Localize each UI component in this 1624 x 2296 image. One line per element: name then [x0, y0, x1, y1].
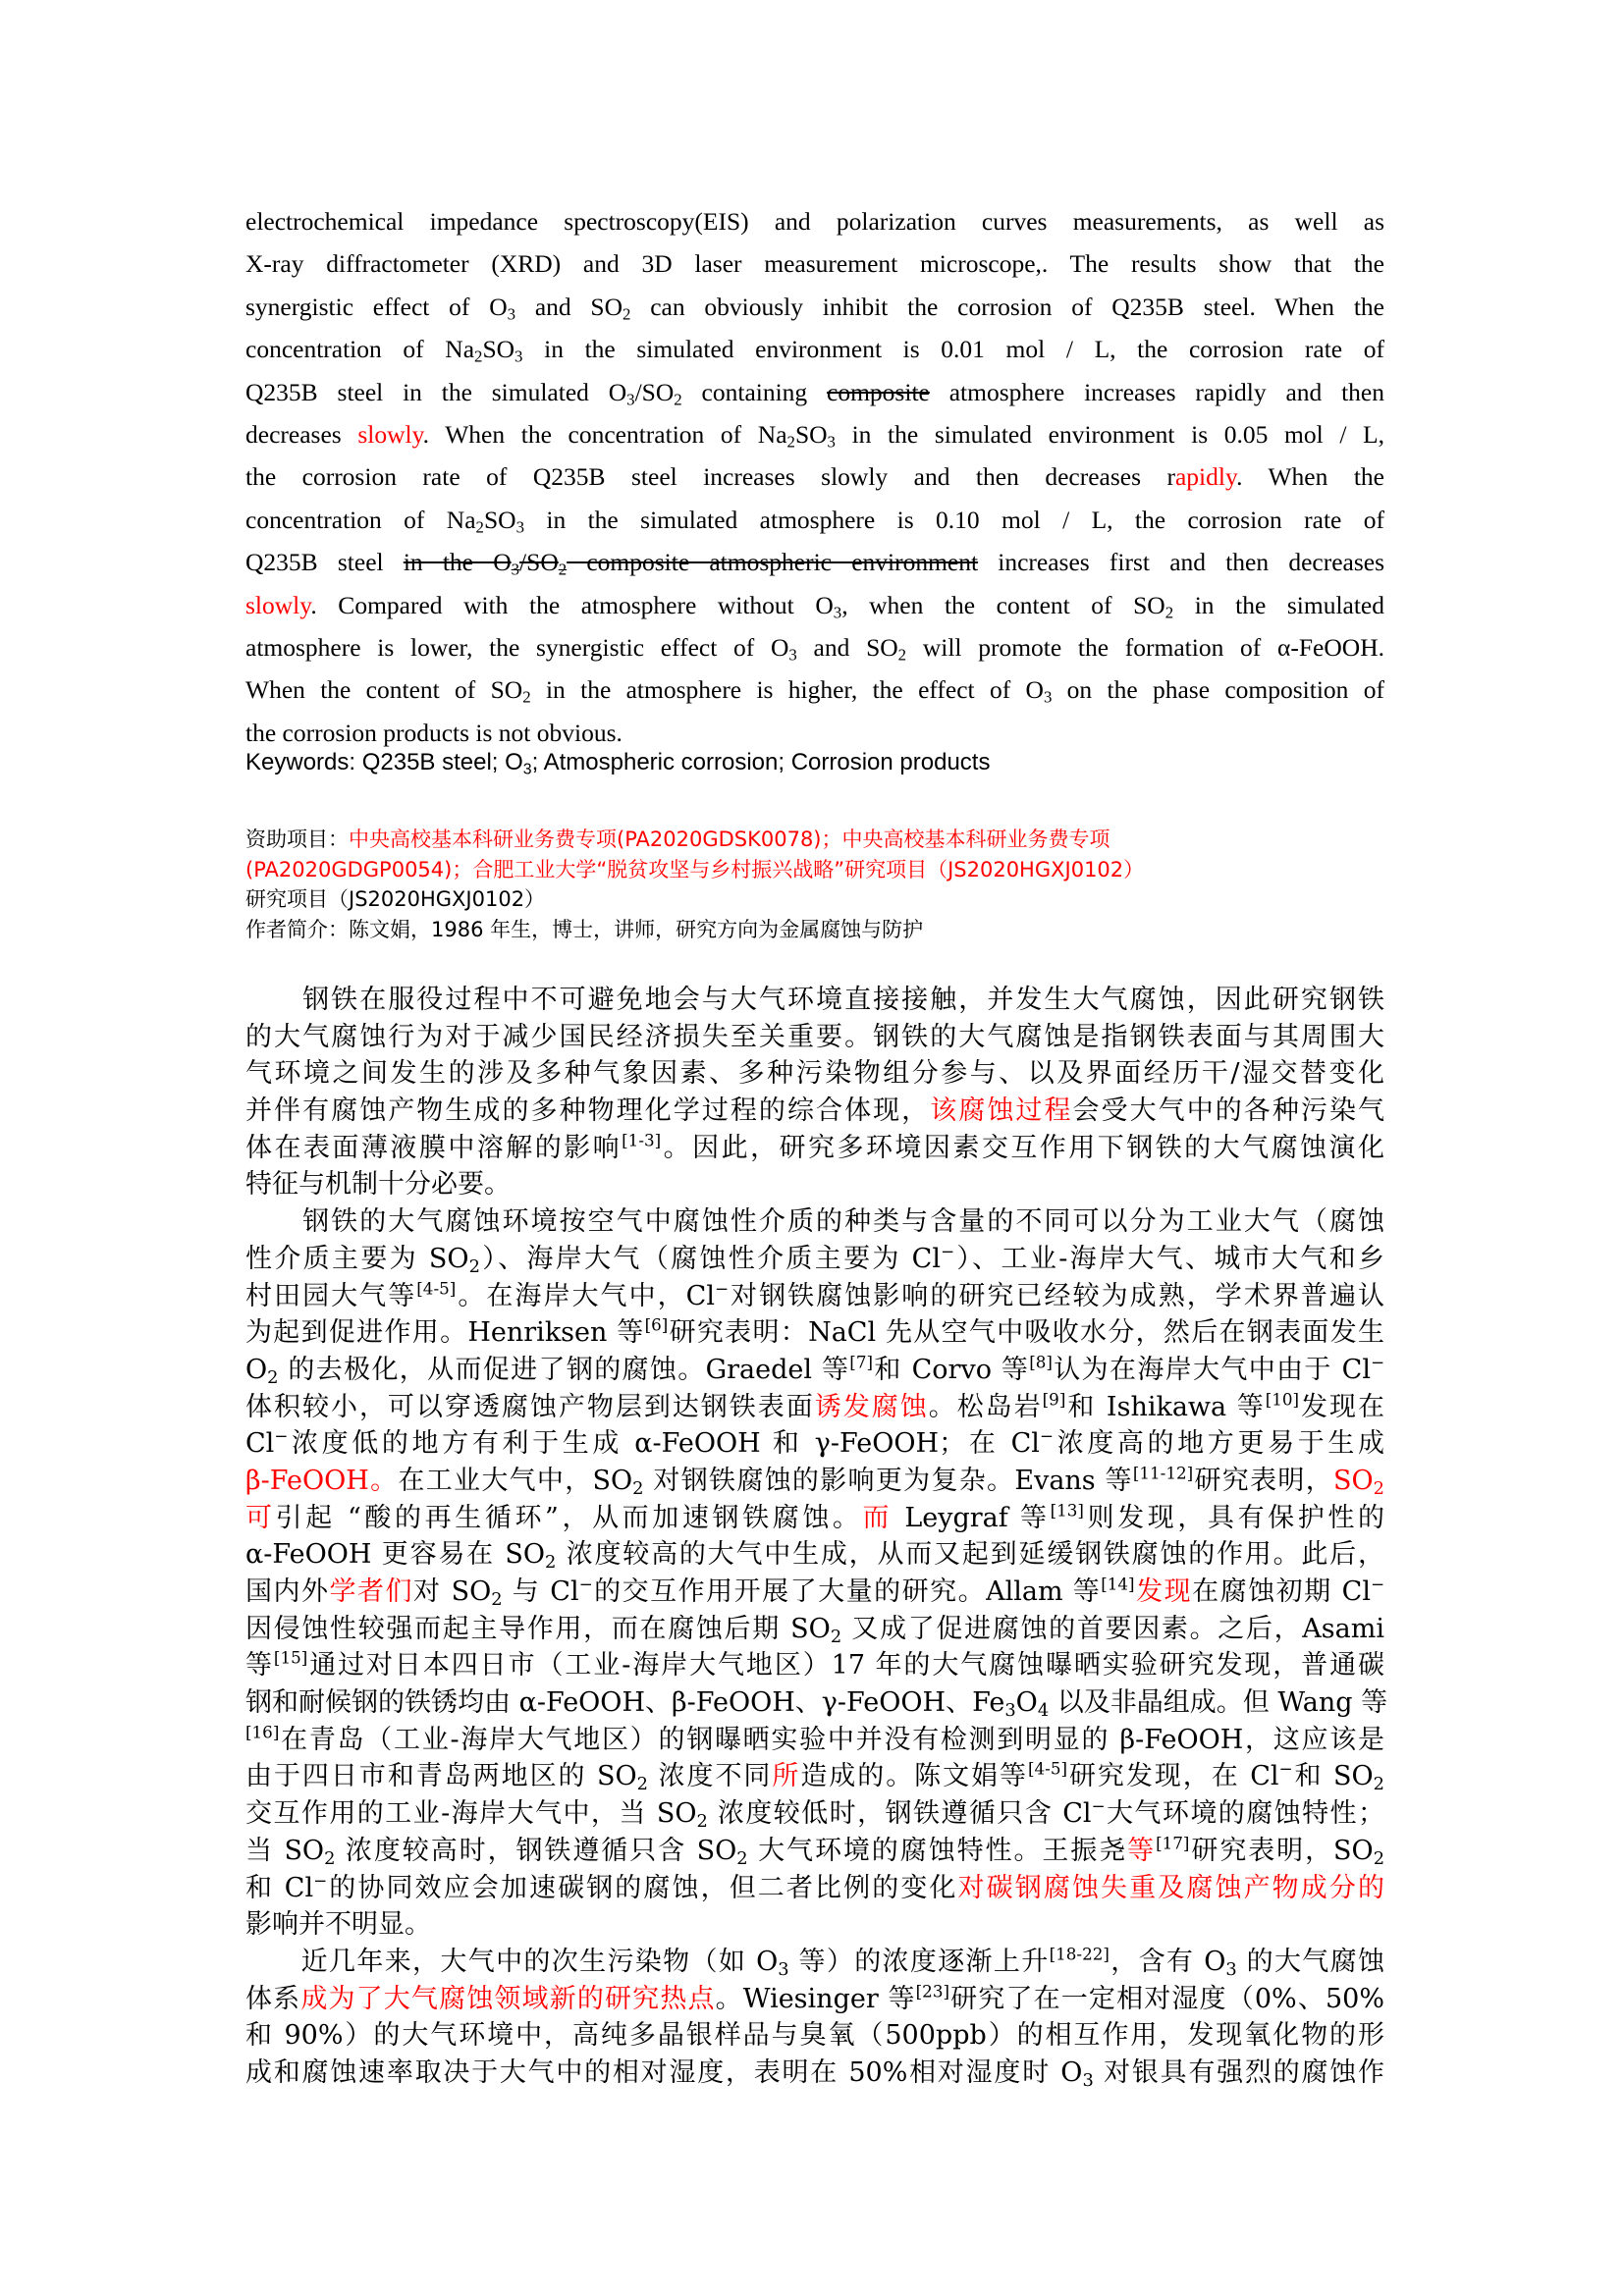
text-run: 。松岛岩	[928, 1391, 1043, 1422]
text-run: the corrosion products is not obvious.	[245, 718, 623, 747]
citation-superscript: [15]	[273, 1648, 308, 1668]
body-line	[245, 1463, 1384, 1500]
text-run: 。在海岸大气中，Cl	[456, 1280, 715, 1311]
text-run: 则发现，具有保护性的	[1083, 1502, 1385, 1533]
body-line	[245, 1130, 1384, 1167]
abstract-line	[245, 712, 1384, 754]
body-line	[245, 1500, 1384, 1537]
citation-superscript: [14]	[1101, 1574, 1135, 1594]
text-run: 。	[368, 1465, 399, 1496]
text-run: 特征与机制十分必要。	[245, 1169, 511, 1201]
text-run: 研究表明：NaCl 先从空气中吸收水分，然后在钢表面发生	[668, 1317, 1384, 1349]
citation-superscript: −	[1091, 1795, 1106, 1816]
text-run: 钢铁在服役过程中不可避免地会与大气环境直接接触，并发生大气腐蚀，因此研究钢铁	[245, 985, 1384, 1015]
abstract-line	[245, 455, 1384, 498]
body-line	[245, 1278, 1384, 1315]
text-run: 由于四日市和青岛两地区的 SO	[245, 1761, 637, 1792]
text-run: 浓度较高时，钢铁遵循只含 SO	[335, 1835, 737, 1866]
text-run: 又成了促进腐蚀的首要因素。之后，Asami	[841, 1613, 1384, 1644]
body-line	[245, 1314, 1384, 1352]
text-run: slowly	[357, 419, 423, 449]
text-run: composite	[827, 377, 930, 406]
subscript: 3	[626, 390, 635, 409]
citation-superscript: [1-3]	[622, 1130, 662, 1150]
body-line	[245, 1906, 1384, 1944]
subscript: 4	[1037, 1700, 1050, 1722]
subscript: 2	[1373, 1774, 1385, 1795]
subscript: 3	[833, 603, 842, 622]
text-run: . Compared with the atmosphere without O	[310, 590, 834, 619]
text-run: ）、海岸大气（腐蚀性介质主要为 Cl	[479, 1243, 941, 1274]
text-run: 交互作用的工业-海岸大气中，当 SO	[245, 1798, 697, 1830]
text-run: /SO	[519, 548, 559, 577]
text-run: Keywords: Q235B steel; O	[245, 749, 523, 775]
subscript: 2	[1373, 1477, 1384, 1499]
text-run: synergistic effect of O	[245, 292, 508, 321]
body-line	[245, 1093, 1384, 1130]
keywords-line	[245, 749, 990, 776]
subscript: 3	[1043, 688, 1053, 707]
abstract-line	[245, 371, 1384, 413]
text-run: 。Wiesinger 等	[715, 1983, 916, 2014]
text-run: 和 Cl	[245, 1872, 314, 1903]
text-run: 的大气腐蚀行为对于减少国民经济损失至关重要。钢铁的大气腐蚀是指钢铁表面与其周围大	[245, 1021, 1384, 1052]
subscript: 2	[1164, 603, 1174, 622]
text-run: 和 90%）的大气环境中，高纯多晶银样品与臭氧（500ppb）的相互作用，发现氧化物的形	[245, 2020, 1384, 2052]
body-line	[245, 1758, 1384, 1795]
citation-superscript: [9]	[1042, 1389, 1066, 1410]
text-run: in the simulated environment is 0.01 mol / L, the corrosion rate of	[522, 335, 1384, 364]
text-run: 。因此，研究多环境因素交互作用下钢铁的大气腐蚀演化	[661, 1132, 1385, 1163]
body-line	[245, 1019, 1384, 1056]
text-run: 研究项目（JS2020HGXJ0102）	[245, 887, 546, 911]
text-run: SO	[482, 335, 515, 364]
text-run: 以及非晶组成。但 Wang 等	[1049, 1687, 1388, 1719]
subscript: 2	[474, 347, 483, 366]
text-run: X-ray diffractometer (XRD) and 3D laser measurement microscope,. The results show that the	[245, 249, 1384, 279]
subscript: 2	[830, 1626, 842, 1647]
body-line	[245, 1203, 1384, 1241]
text-run: When the content of SO	[245, 675, 523, 705]
abstract-line	[245, 541, 1384, 583]
text-run: 等）的浓度逐渐上升	[788, 1946, 1050, 1977]
body-line	[245, 1981, 1384, 2018]
citation-superscript: [23]	[915, 1981, 949, 2002]
text-run: 发现在	[1299, 1391, 1385, 1422]
text-run: 等	[245, 1650, 274, 1682]
text-run: (PA2020GDGP0054)；合肥工业大学“脱贫攻坚与乡村振兴战略”研究项目（JS2020HGXJ0102）	[245, 857, 1145, 881]
text-run: 体积较小，可以穿透腐蚀产物层到达钢铁表面	[245, 1391, 815, 1422]
subscript: 3	[778, 1958, 789, 1980]
text-run: 认为在海岸大气中由于 Cl	[1052, 1354, 1371, 1385]
citation-superscript: −	[274, 1425, 289, 1446]
text-run: . When the	[1236, 462, 1384, 492]
text-run: 和 Ishikawa 等	[1065, 1391, 1266, 1422]
abstract-line	[245, 668, 1384, 711]
text-run: 和 SO	[1292, 1761, 1374, 1792]
text-run: in the O	[403, 548, 512, 577]
subscript: 2	[623, 304, 631, 324]
text-run: 影响并不明显。	[245, 1909, 431, 1941]
text-run: composite atmospheric environment	[567, 548, 979, 577]
text-run: 诱发腐蚀	[814, 1391, 929, 1422]
text-run: 钢和耐候钢的铁锈均由 α-FeOOH、β-FeOOH、γ-FeOOH、Fe	[245, 1687, 1005, 1719]
text-run: O	[245, 1354, 268, 1385]
text-run: 的大气腐蚀	[1236, 1946, 1384, 1977]
subscript: 3	[1004, 1700, 1016, 1722]
citation-superscript: −	[714, 1278, 729, 1299]
text-run: SO	[1333, 1465, 1374, 1496]
text-run: decreases	[245, 419, 358, 449]
funding-line	[245, 915, 1394, 945]
citation-superscript: [10]	[1265, 1389, 1300, 1410]
citation-superscript: −	[1370, 1574, 1385, 1594]
text-run: 为起到促进作用。Henriksen 等	[245, 1317, 645, 1349]
body-line	[245, 1870, 1384, 1907]
body-line	[245, 1352, 1384, 1389]
text-run: ; Atmospheric corrosion; Corrosion products	[531, 749, 991, 775]
subscript: 3	[788, 645, 797, 665]
text-run: Q235B steel	[245, 548, 404, 577]
subscript: 2	[786, 432, 795, 452]
text-run: 浓度较高的大气中生成，从而又起到延缓钢铁腐蚀的作用。此后，	[556, 1539, 1384, 1571]
text-run: atmosphere increases rapidly and then	[929, 377, 1385, 406]
text-run: β-FeOOH	[245, 1465, 369, 1496]
text-run: 大气环境的腐蚀特性；	[1105, 1798, 1384, 1830]
subscript: 2	[491, 1588, 503, 1610]
subscript: 3	[1082, 2069, 1094, 2091]
text-run: 等	[1127, 1835, 1157, 1866]
text-run: 大气环境的腐蚀特性。王振尧	[747, 1835, 1128, 1866]
citation-superscript: −	[1370, 1352, 1384, 1372]
abstract-line	[245, 242, 1384, 285]
subscript: 2	[1373, 1847, 1385, 1869]
subscript: 2	[632, 1477, 644, 1499]
text-run: ）、工业-海岸大气、城市大气和乡	[954, 1243, 1384, 1274]
body-line	[245, 1055, 1384, 1093]
text-run: can obviously inhibit the corrosion of Q235B steel. When the	[630, 292, 1384, 321]
citation-superscript: −	[1039, 1425, 1054, 1446]
chinese-introduction	[245, 982, 1388, 2092]
text-run: α-FeOOH 更容易在 SO	[245, 1539, 545, 1571]
abstract-line	[245, 286, 1384, 328]
text-run: 近几年来，大气中的次生污染物（如 O	[245, 1946, 779, 1977]
text-run: 在工业大气中，SO	[398, 1465, 633, 1496]
body-line	[245, 1722, 1384, 1759]
text-run: 可	[245, 1502, 276, 1533]
text-run: 浓度低的地方有利于生成 α-FeOOH 和 γ-FeOOH；在 Cl	[288, 1428, 1040, 1460]
subscript: 3	[514, 347, 523, 366]
text-run: 对钢铁腐蚀影响的研究已经较为成熟，学术界普遍认	[729, 1280, 1385, 1311]
subscript: 3	[827, 432, 836, 452]
text-run: SO	[794, 419, 828, 449]
text-run: 在青岛（工业-海岸大气地区）的钢曝晒实验中并没有检测到明显的 β-FeOOH，这应该是	[279, 1724, 1384, 1755]
body-line	[245, 1647, 1384, 1684]
text-run: electrochemical impedance spectroscopy(EIS) and polarization curves measurements, as well as	[245, 207, 1384, 236]
text-run: 并伴有腐蚀产物生成的多种物理化学过程的综合体现，	[245, 1095, 931, 1127]
funding-line	[245, 825, 1394, 855]
body-line	[245, 982, 1384, 1019]
subscript: 2	[468, 1255, 480, 1277]
text-run: 体在表面薄液膜中溶解的影响	[245, 1132, 623, 1163]
text-run: apidly	[1174, 462, 1237, 492]
subscript: 2	[558, 560, 568, 579]
citation-superscript: [17]	[1156, 1833, 1190, 1853]
text-run: 会受大气中的各种污染气	[1072, 1095, 1385, 1127]
subscript: 3	[522, 761, 532, 778]
subscript: 3	[507, 304, 516, 324]
text-run: 村田园大气等	[245, 1280, 417, 1311]
english-abstract	[245, 200, 1384, 754]
text-run: 所	[772, 1761, 801, 1792]
subscript: 2	[475, 517, 484, 537]
subscript: 3	[515, 517, 524, 537]
text-run: 对银具有强烈的腐蚀作	[1093, 2056, 1384, 2088]
body-line	[245, 1833, 1384, 1870]
text-run: atmosphere is lower, the synergistic effect of O	[245, 632, 789, 662]
citation-superscript: [8]	[1029, 1352, 1053, 1372]
body-line	[245, 1241, 1384, 1278]
text-run: on the phase composition of	[1052, 675, 1384, 705]
abstract-line	[245, 413, 1384, 455]
text-run: . When the concentration of Na	[422, 419, 787, 449]
citation-superscript: [18-22]	[1049, 1944, 1110, 1964]
funding-line	[245, 884, 1394, 915]
text-run: 通过对日本四日市（工业-海岸大气地区）17 年的大气腐蚀曝晒实验研究发现，普通碳	[307, 1650, 1385, 1682]
body-line	[245, 1536, 1384, 1574]
text-run: 成为了大气腐蚀领域新的研究热点	[300, 1983, 716, 2014]
text-run: 对 SO	[413, 1576, 492, 1607]
text-run: and SO	[515, 292, 623, 321]
body-line	[245, 1684, 1388, 1722]
subscript: 2	[522, 688, 531, 707]
text-run: Cl	[245, 1428, 275, 1460]
subscript: 2	[696, 1811, 708, 1833]
text-run: Leygraf 等	[893, 1502, 1051, 1533]
abstract-line	[245, 626, 1384, 668]
subscript: 3	[511, 560, 520, 579]
citation-superscript: −	[1278, 1759, 1293, 1780]
subscript: 3	[1225, 1958, 1237, 1980]
text-run: in the atmosphere is higher, the effect of O	[530, 675, 1044, 705]
text-run: /SO	[634, 377, 675, 406]
text-run: SO	[483, 505, 516, 534]
text-run: 的交互作用开展了大量的研究。Allam 等	[592, 1576, 1102, 1607]
text-run: 浓度较低时，钢铁遵循只含 Cl	[707, 1798, 1092, 1830]
citation-superscript: [7]	[849, 1352, 874, 1372]
text-run: , when the content of SO	[841, 590, 1165, 619]
text-run: the corrosion rate of Q235B steel increases slowly and then decreases r	[245, 462, 1175, 492]
funding-info	[245, 825, 1394, 944]
citation-superscript: [13]	[1050, 1500, 1084, 1521]
text-run: 发现	[1134, 1576, 1193, 1607]
text-run: O	[1015, 1687, 1038, 1719]
text-run: 学者们	[329, 1576, 414, 1607]
text-run: 成和腐蚀速率取决于大气中的相对湿度，表明在 50%相对湿度时 O	[245, 2056, 1083, 2088]
text-run: will promote the formation of α-FeOOH.	[906, 632, 1384, 662]
text-run: 浓度高的地方更易于生成	[1053, 1428, 1385, 1460]
subscript: 2	[674, 390, 682, 409]
body-line	[245, 1795, 1384, 1833]
text-run: in the simulated atmosphere is 0.10 mol / L, the corrosion rate of	[523, 505, 1384, 534]
text-run: 当 SO	[245, 1835, 325, 1866]
citation-superscript: [11-12]	[1132, 1463, 1194, 1483]
funding-line	[245, 855, 1394, 885]
text-run: 研究表明，	[1193, 1465, 1333, 1496]
text-run: slowly	[245, 590, 311, 619]
text-run: 作者简介：陈文娟，1986 年生，博士，讲师，研究方向为金属腐蚀与防护	[245, 917, 924, 941]
body-line	[245, 2055, 1384, 2092]
text-run: 钢铁的大气腐蚀环境按空气中腐蚀性介质的种类与含量的不同可以分为工业大气（腐蚀	[245, 1206, 1384, 1238]
subscript: 2	[544, 1552, 557, 1574]
text-run: 性介质主要为 SO	[245, 1243, 469, 1274]
text-run: 中央高校基本科研业务费专项(PA2020GDSK0078)；中央高校基本科研业务费专项	[349, 828, 1110, 851]
body-line	[245, 1944, 1384, 1981]
subscript: 2	[897, 645, 907, 665]
citation-superscript: −	[313, 1870, 328, 1891]
subscript: 2	[324, 1847, 336, 1869]
citation-superscript: [16]	[245, 1722, 280, 1742]
text-run: 在腐蚀初期 Cl	[1192, 1576, 1371, 1607]
text-run: 因侵蚀性较强而起主导作用，而在腐蚀后期 SO	[245, 1613, 831, 1644]
text-run: Q235B steel in the simulated O	[245, 377, 627, 406]
text-run: 和 Corvo 等	[873, 1354, 1030, 1385]
abstract-line	[245, 200, 1384, 242]
body-line	[245, 2017, 1384, 2055]
text-run: 引起 “酸的再生循环”，从而加速钢铁腐蚀。	[275, 1502, 863, 1533]
text-run: 浓度不同	[648, 1761, 773, 1792]
text-run: 该腐蚀过程	[930, 1095, 1073, 1127]
text-run: concentration of Na	[245, 335, 475, 364]
text-run: 对钢铁腐蚀的影响更为复杂。Evans 等	[643, 1465, 1133, 1496]
text-run: and SO	[796, 632, 898, 662]
subscript: 2	[636, 1774, 648, 1795]
text-run: 造成的。陈文娟等	[800, 1761, 1028, 1792]
text-run: 与 Cl	[502, 1576, 579, 1607]
abstract-line	[245, 499, 1384, 541]
text-run: 的协同效应会加速碳钢的腐蚀，但二者比例的变化	[327, 1872, 958, 1903]
citation-superscript: [4-5]	[416, 1278, 457, 1299]
abstract-line	[245, 328, 1384, 370]
text-run: ，含有 O	[1109, 1946, 1226, 1977]
citation-superscript: [6]	[644, 1314, 669, 1335]
body-line	[245, 1166, 1384, 1203]
text-run: containing	[681, 377, 828, 406]
subscript: 2	[736, 1847, 748, 1869]
text-run: 而	[862, 1502, 893, 1533]
text-run: concentration of Na	[245, 505, 476, 534]
text-run: 研究发现，在 Cl	[1067, 1761, 1279, 1792]
citation-superscript: [4-5]	[1028, 1759, 1068, 1780]
text-run: increases first and then decreases	[978, 548, 1384, 577]
subscript: 2	[267, 1366, 279, 1388]
text-run: 研究表明，SO	[1189, 1835, 1374, 1866]
text-run: 研究了在一定相对湿度（0%、50%	[949, 1983, 1385, 2014]
body-line	[245, 1574, 1384, 1611]
text-run: 体系	[245, 1983, 301, 2014]
text-run: 对碳钢腐蚀失重及腐蚀产物成分的	[957, 1872, 1384, 1903]
text-run: 国内外	[245, 1576, 330, 1607]
abstract-line	[245, 584, 1384, 626]
citation-superscript: −	[940, 1241, 955, 1261]
citation-superscript: −	[578, 1574, 593, 1594]
text-run: 的去极化，从而促进了钢的腐蚀。Graedel 等	[278, 1354, 850, 1385]
text-run: in the simulated environment is 0.05 mol / L,	[835, 419, 1384, 449]
body-line	[245, 1611, 1384, 1648]
text-run: 气环境之间发生的涉及多种气象因素、多种污染物组分参与、以及界面经历干/湿交替变化	[245, 1058, 1384, 1090]
text-run: 资助项目：	[245, 828, 349, 851]
body-line	[245, 1389, 1384, 1426]
text-run: in the simulated	[1173, 590, 1384, 619]
body-line	[245, 1425, 1384, 1463]
